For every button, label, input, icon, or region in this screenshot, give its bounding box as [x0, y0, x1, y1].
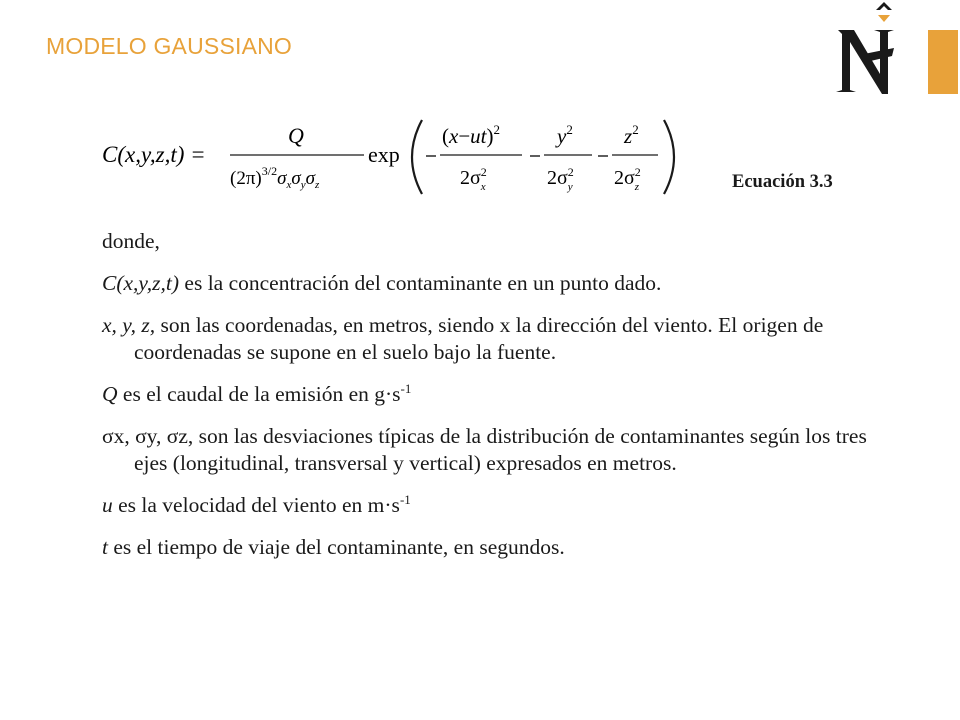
q-description: es el caudal de la emisión en g·s — [117, 382, 401, 406]
xyz-description: son las coordenadas, en metros, siendo x la dirección del viento. El origen de coordenadas se supone en el suelo bajo la fuente. — [134, 313, 824, 364]
c-variable: C(x,y,z,t) — [102, 271, 180, 295]
slide-title: MODELO GAUSSIANO — [46, 33, 293, 59]
definition-t — [102, 534, 882, 561]
sigma-variables: σx, σy, σz, — [102, 424, 194, 448]
c-description: es la concentración del contaminante en un punto dado. — [179, 271, 662, 295]
sigma-description: son las desviaciones típicas de la distribución de contaminantes según los tres ejes (longitudinal, transversal y vertical) expresados en metros. — [134, 424, 867, 475]
definition-sigma — [102, 423, 882, 477]
gaussian-equation — [102, 112, 702, 202]
term3-numerator: $z^2$ — [624, 122, 639, 148]
definition-u — [102, 492, 882, 519]
definition-xyz — [102, 312, 882, 366]
definition-c — [102, 270, 882, 297]
term1-numerator: $(x-ut)^2$ — [442, 122, 501, 148]
u-variable: u — [102, 493, 113, 517]
u-description: es la velocidad del viento en m·s — [112, 493, 400, 517]
definition-q — [102, 381, 882, 408]
exp-word: exp — [368, 142, 400, 167]
equation-lhs: C(x,y,z,t) = — [102, 142, 206, 167]
intro-text: donde, — [102, 229, 160, 253]
term2-numerator: $y^2$ — [557, 122, 573, 148]
xyz-variable: x, y, z, — [102, 313, 156, 337]
term2-denominator: $2\sigma^2$ y — [547, 165, 574, 193]
equation-numerator: Q — [288, 123, 304, 148]
accent-bar — [928, 30, 958, 94]
equation-label: Ecuación 3.3 — [732, 172, 833, 192]
n-logo-icon — [832, 2, 902, 98]
definitions-block — [102, 228, 882, 576]
t-variable: t — [102, 535, 108, 559]
t-description: es el tiempo de viaje del contaminante, en segundos. — [107, 535, 565, 559]
u-exponent: -1 — [399, 491, 411, 507]
equation-denominator: $(2\pi)^{3/2}\sigma_x\sigma_y\sigma_z$ — [230, 164, 320, 191]
term3-denominator: $2\sigma^2$ z — [614, 165, 641, 193]
q-exponent: -1 — [400, 380, 412, 396]
q-variable: Q — [102, 382, 118, 406]
term1-denominator: $2\sigma^2$ x — [460, 165, 487, 193]
